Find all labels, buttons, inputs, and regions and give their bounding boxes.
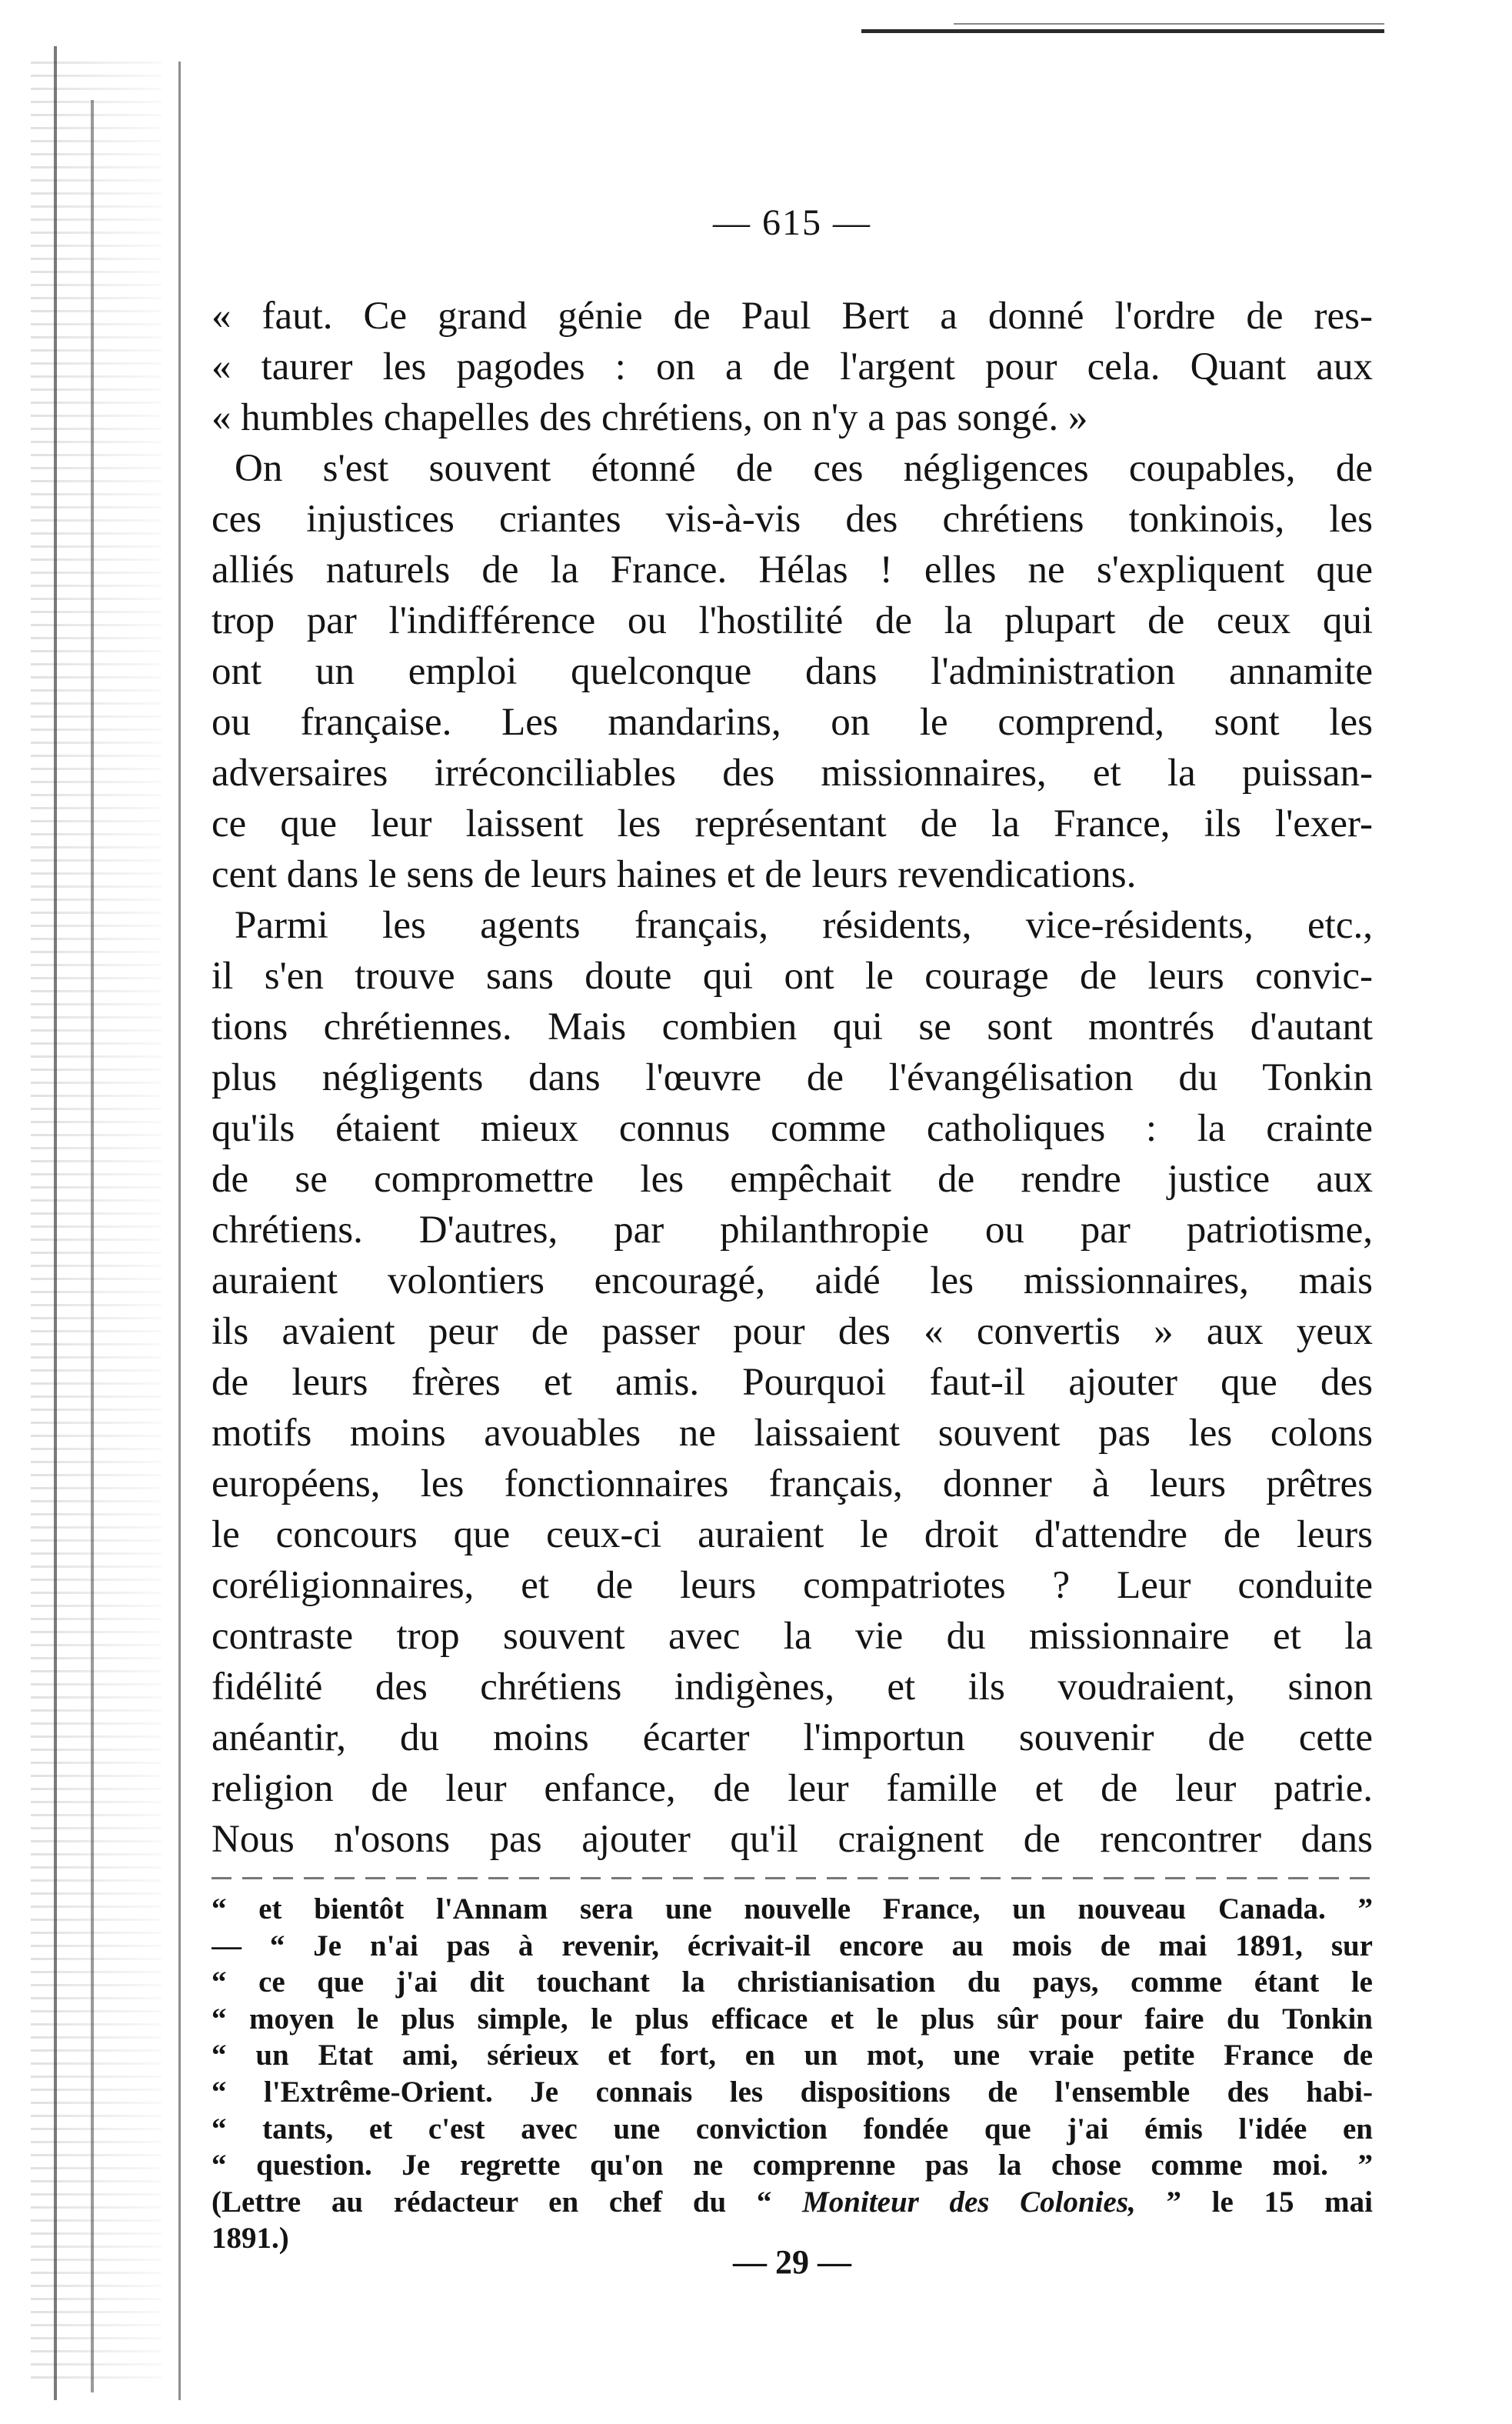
citation-prefix: (Lettre au rédacteur en chef du “	[211, 2185, 803, 2219]
body-line: auraient volontiers encouragé, aidé les missionnaires, mais	[211, 1259, 1373, 1302]
body-line: plus négligents dans l'œuvre de l'évangélisation du Tonkin	[211, 1056, 1373, 1099]
body-line: le concours que ceux-ci auraient le droit d'attendre de leurs	[211, 1513, 1373, 1556]
page-number: — 615 —	[713, 202, 871, 243]
body-text	[211, 291, 1373, 1865]
body-line: européens, les fonctionnaires français, donner à leurs prêtres	[211, 1462, 1373, 1505]
body-line: anéantir, du moins écarter l'importun souvenir de cette	[211, 1716, 1373, 1759]
scan-page-edge	[31, 62, 162, 2385]
footnote-line: “ question. Je regrette qu'on ne comprenne pas la chose comme moi. ”	[211, 2149, 1373, 2182]
body-line: contraste trop souvent avec la vie du missionnaire et la	[211, 1615, 1373, 1658]
footnote-line: “ un Etat ami, sérieux et fort, en un mot, une vraie petite France de	[211, 2039, 1373, 2072]
body-line: Nous n'osons pas ajouter qu'il craignent de rencontrer dans	[211, 1818, 1373, 1861]
body-line: coréligionnaires, et de leurs compatriotes ? Leur conduite	[211, 1564, 1373, 1607]
body-line: motifs moins avouables ne laissaient souvent pas les colons	[211, 1412, 1373, 1455]
body-line: « faut. Ce grand génie de Paul Bert a donné l'ordre de res-	[211, 295, 1373, 338]
body-line: chrétiens. D'autres, par philanthropie ou par patriotisme,	[211, 1209, 1373, 1252]
citation-journal: Moniteur des Colonies,	[802, 2185, 1136, 2219]
body-line: alliés naturels de la France. Hélas ! elles ne s'expliquent que	[211, 548, 1373, 592]
footnote-separator	[211, 1877, 1373, 1879]
body-line: cent dans le sens de leurs haines et de leurs revendications.	[211, 853, 1137, 896]
footnote-citation-year: 1891.)	[211, 2222, 289, 2256]
body-line: ont un emploi quelconque dans l'administration annamite	[211, 650, 1373, 693]
body-line: Parmi les agents français, résidents, vice-résidents, etc.,	[235, 904, 1373, 947]
body-line: de se compromettre les empêchait de rendre justice aux	[211, 1158, 1373, 1201]
scan-top-rule	[861, 29, 1384, 33]
body-line: On s'est souvent étonné de ces négligences coupables, de	[235, 447, 1373, 490]
body-line: adversaires irréconciliables des missionnaires, et la puissan-	[211, 752, 1373, 795]
body-line: ils avaient peur de passer pour des « convertis » aux yeux	[211, 1310, 1373, 1353]
body-line: trop par l'indifférence ou l'hostilité de la plupart de ceux qui	[211, 599, 1373, 642]
scan-spine-line	[91, 100, 94, 2392]
scan-spine-line	[178, 62, 181, 2400]
citation-suffix: ” le 15 mai	[1135, 2185, 1373, 2219]
scan-top-rule-thin	[954, 23, 1384, 25]
footnote-line: “ tants, et c'est avec une conviction fondée que j'ai émis l'idée en	[211, 2112, 1373, 2146]
body-line: de leurs frères et amis. Pourquoi faut-il ajouter que des	[211, 1361, 1373, 1404]
body-line: qu'ils étaient mieux connus comme catholiques : la crainte	[211, 1107, 1373, 1150]
body-line: ce que leur laissent les représentant de la France, ils l'exer-	[211, 802, 1373, 845]
body-line: fidélité des chrétiens indigènes, et ils voudraient, sinon	[211, 1665, 1373, 1709]
footnote-line: “ et bientôt l'Annam sera une nouvelle France, un nouveau Canada. ”	[211, 1892, 1373, 1926]
body-line: ou française. Les mandarins, on le comprend, sont les	[211, 701, 1373, 744]
body-line: « taurer les pagodes : on a de l'argent pour cela. Quant aux	[211, 345, 1373, 388]
footnote-line: “ l'Extrême-Orient. Je connais les dispositions de l'ensemble des habi-	[211, 2075, 1373, 2109]
scan-spine-line	[54, 46, 57, 2400]
footnote-citation	[211, 2184, 1373, 2221]
body-line: « humbles chapelles des chrétiens, on n'y a pas songé. »	[211, 396, 1088, 439]
body-line: il s'en trouve sans doute qui ont le courage de leurs convic-	[211, 955, 1373, 998]
signature-mark: — 29 —	[733, 2243, 851, 2281]
body-line: tions chrétiennes. Mais combien qui se sont montrés d'autant	[211, 1005, 1373, 1049]
footnote-line: “ ce que j'ai dit touchant la christianisation du pays, comme étant le	[211, 1966, 1373, 1999]
body-line: religion de leur enfance, de leur famille et de leur patrie.	[211, 1767, 1373, 1810]
footnotes	[211, 1891, 1373, 2257]
body-line: ces injustices criantes vis-à-vis des chrétiens tonkinois, les	[211, 498, 1373, 541]
footnote-line: “ moyen le plus simple, le plus efficace et le plus sûr pour faire du Tonkin	[211, 2002, 1373, 2036]
footnote-line: — “ Je n'ai pas à revenir, écrivait-il encore au mois de mai 1891, sur	[211, 1929, 1373, 1962]
